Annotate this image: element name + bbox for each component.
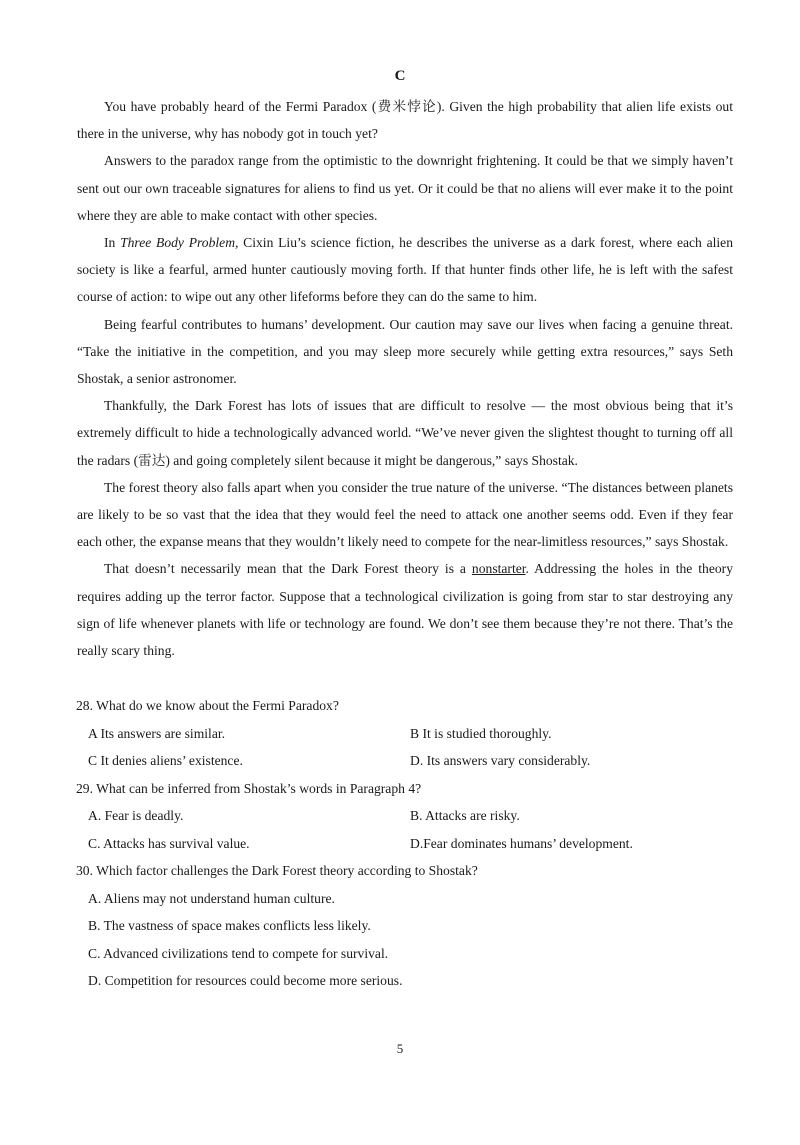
option-b: B. The vastness of space makes conflicts less likely. xyxy=(88,918,371,933)
question-28 xyxy=(76,692,736,775)
question-stem: 30. Which factor challenges the Dark Forest theory according to Shostak? xyxy=(76,863,478,878)
option-d: D. Competition for resources could become more serious. xyxy=(88,973,403,988)
option-a: A Its answers are similar. xyxy=(88,725,226,741)
question-30 xyxy=(76,857,736,995)
paragraph-3 xyxy=(77,229,733,311)
option-a: A. Aliens may not understand human culture. xyxy=(88,890,335,906)
option-row xyxy=(76,802,736,830)
option-row xyxy=(76,830,736,858)
page-number: 5 xyxy=(396,1041,404,1056)
paragraph-3-body: , Cixin Liu’s science fiction, he describes the universe as a dark forest, where each alien society is like a fearful, armed hunter cautiously moving forth. If that hunter finds other life, he is left with the safest course of action: to wipe out any other lifeforms before they can do the same to him. xyxy=(77,235,733,305)
option-d: D. Its answers vary considerably. xyxy=(410,753,591,768)
book-title: Three Body Problem xyxy=(120,235,236,251)
question-stem: 28. What do we know about the Fermi Paradox? xyxy=(76,698,339,713)
option-c: C It denies aliens’ existence. xyxy=(88,753,243,768)
question-29 xyxy=(76,775,736,858)
paragraph-1: You have probably heard of the Fermi Paradox (费米悖论). Given the high probability that alien life exists out there in the universe, why has nobody got in touch yet? xyxy=(77,99,733,142)
paragraph-6: The forest theory also falls apart when you consider the true nature of the universe. “The distances between planets are likely to be so vast that the idea that they would feel the need to attack one another seems odd. Even if they fear each other, the expanse means that they wouldn’t likely need to compete for the near-limitless resources,” says Shostak. xyxy=(77,479,733,550)
option-b: B. Attacks are risky. xyxy=(410,808,520,823)
question-list xyxy=(76,692,736,995)
paragraph-2: Answers to the paradox range from the optimistic to the downright frightening. It could be that we simply haven’t sent out our own traceable signatures for aliens to find us yet. Or it could be that no aliens will ever make it to the point where they are able to make contact with other species. xyxy=(77,153,733,223)
paragraph-7-body: . Addressing the holes in the theory requires adding up the terror factor. Suppose that a technological civilization is going from star to star destroying any sign of life whenever planets with life or technology are found. We don’t see them because they’re not there. That’s the really scary thing. xyxy=(77,561,733,659)
option-c: C. Attacks has survival value. xyxy=(88,835,250,851)
paragraph-3-lead: In xyxy=(104,235,121,251)
option-row xyxy=(76,720,736,748)
option-row xyxy=(76,747,736,775)
option-a: A. Fear is deadly. xyxy=(88,808,184,823)
question-stem: 29. What can be inferred from Shostak’s words in Paragraph 4? xyxy=(76,780,422,796)
option-c: C. Advanced civilizations tend to compete for survival. xyxy=(88,945,389,961)
option-d: D.Fear dominates humans’ development. xyxy=(410,835,633,851)
underlined-word: nonstarter xyxy=(471,561,526,577)
option-b: B It is studied thoroughly. xyxy=(410,725,552,741)
paragraph-7 xyxy=(77,555,733,664)
paragraph-5: Thankfully, the Dark Forest has lots of issues that are difficult to resolve — the most obvious being that it’s extremely difficult to hide a technologically advanced world. “We’ve never given the slightest thought to turning off all the radars (雷达) and going completely silent because it might be dangerous,” says Shostak. xyxy=(77,398,733,468)
section-heading: C xyxy=(394,68,406,84)
paragraph-4: Being fearful contributes to humans’ development. Our caution may save our lives when facing a genuine threat. “Take the initiative in the competition, and you may sleep more securely while getting extra resources,” says Seth Shostak, a senior astronomer. xyxy=(77,316,733,387)
reading-passage xyxy=(77,93,733,664)
paragraph-7-lead: That doesn’t necessarily mean that the Dark Forest theory is a xyxy=(104,561,472,577)
